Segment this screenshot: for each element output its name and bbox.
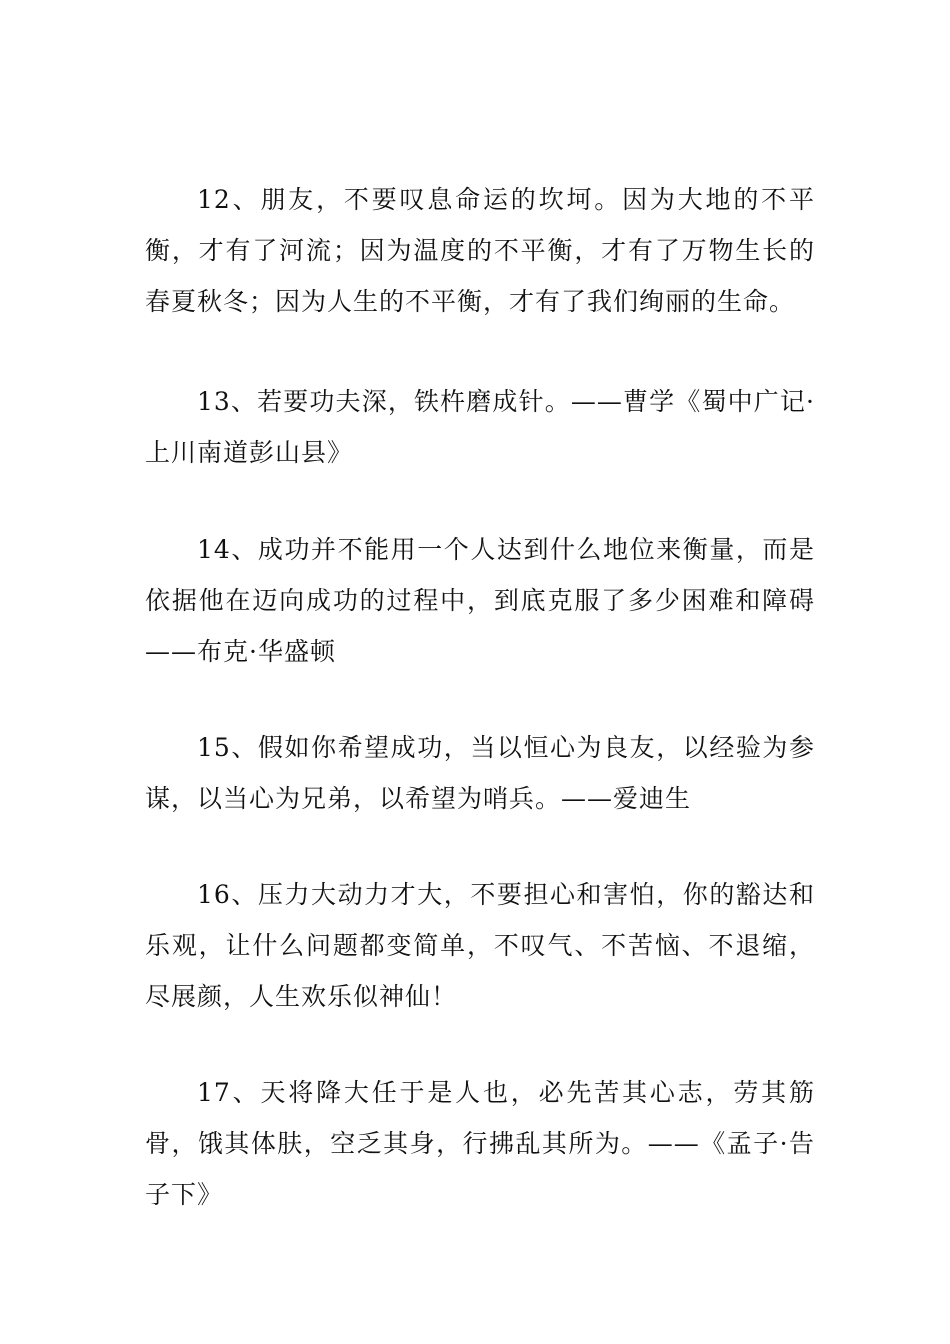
paragraph-13: 13、若要功夫深，铁杵磨成针。——曹学《蜀中广记·上川南道彭山县》 <box>145 387 815 467</box>
paragraph-14: 14、成功并不能用一个人达到什么地位来衡量，而是依据他在迈向成功的过程中，到底克服了多少困难和障碍——布克·华盛顿 <box>145 535 815 666</box>
paragraph-12: 12、朋友，不要叹息命运的坎坷。因为大地的不平衡，才有了河流；因为温度的不平衡，才有了万物生长的春夏秋冬；因为人生的不平衡，才有了我们绚丽的生命。 <box>145 185 815 316</box>
paragraph-17: 17、天将降大任于是人也，必先苦其心志，劳其筋骨，饿其体肤，空乏其身，行拂乱其所为。——《孟子·告子下》 <box>145 1078 815 1209</box>
paragraph-16: 16、压力大动力才大，不要担心和害怕，你的豁达和乐观，让什么问题都变简单，不叹气、不苦恼、不退缩，尽展颜，人生欢乐似神仙！ <box>145 880 815 1011</box>
paragraph-15: 15、假如你希望成功，当以恒心为良友，以经验为参谋，以当心为兄弟，以希望为哨兵。——爱迪生 <box>145 733 815 813</box>
